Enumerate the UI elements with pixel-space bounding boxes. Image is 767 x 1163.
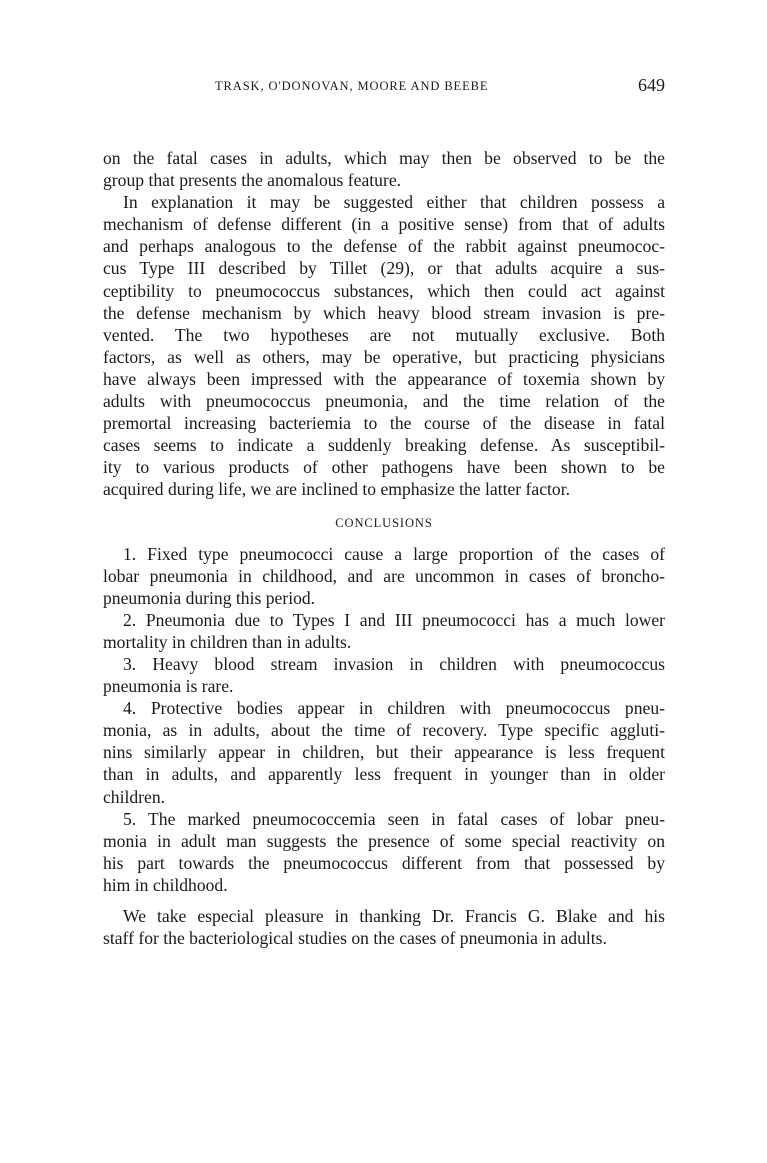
text-line: 5. The marked pneumococcemia seen in fatal cases of lobar pneu- — [123, 808, 665, 829]
text-line: the defense mechanism by which heavy blood stream invasion is pre- — [103, 302, 665, 323]
text-line: and perhaps analogous to the defense of the rabbit against pneumococ- — [103, 236, 665, 257]
text-line: acquired during life, we are inclined to emphasize the latter factor. — [103, 479, 571, 500]
text-line: on the fatal cases in adults, which may then be observed to be the — [103, 148, 665, 168]
text-line: In explanation it may be suggested either that children possess a — [123, 192, 665, 213]
conclusion-item — [103, 808, 665, 896]
text-line: group that presents the anomalous feature. — [103, 170, 402, 191]
text-line: pneumonia is rare. — [103, 676, 234, 697]
text-line: have always been impressed with the appearance of toxemia shown by — [103, 368, 665, 389]
text-line: lobar pneumonia in childhood, and are uncommon in cases of broncho- — [103, 565, 665, 586]
text-line: cus Type III described by Tillet (29), or that adults acquire a sus- — [103, 258, 665, 279]
text-line: 4. Protective bodies appear in children with pneumococcus pneu- — [123, 698, 665, 719]
section-heading: CONCLUSIONS — [335, 515, 433, 530]
text-line: staff for the bacteriological studies on the cases of pneumonia in adults. — [103, 928, 607, 949]
acknowledgement — [103, 905, 665, 949]
acknowledgement-paragraph — [103, 905, 665, 949]
discussion-section — [103, 147, 665, 501]
text-line: ceptibility to pneumococcus substances, which then could act against — [103, 280, 665, 301]
text-line: We take especial pleasure in thanking Dr. Francis G. Blake and his — [123, 906, 665, 926]
text-line: adults with pneumococcus pneumonia, and the time relation of the — [103, 391, 665, 412]
body-text — [103, 147, 665, 949]
text-line: monia, as in adults, about the time of recovery. Type specific aggluti- — [103, 720, 665, 741]
text-line: him in childhood. — [103, 874, 228, 895]
text-line: 2. Pneumonia due to Types I and III pneumococci has a much lower — [123, 609, 665, 630]
text-line: children. — [103, 786, 166, 807]
text-line: 3. Heavy blood stream invasion in children with pneumococcus — [123, 653, 665, 674]
text-line: monia in adult man suggests the presence of some special reactivity on — [103, 830, 665, 851]
text-line: mortality in children than in adults. — [103, 631, 352, 652]
text-line: premortal increasing bacteriemia to the course of the disease in fatal — [103, 413, 665, 434]
text-line: 1. Fixed type pneumococci cause a large proportion of the cases of — [123, 543, 665, 564]
text-line: than in adults, and apparently less frequent in younger than in older — [103, 764, 665, 785]
running-title: TRASK, O'DONOVAN, MOORE AND BEEBE — [215, 79, 489, 93]
text-line: pneumonia during this period. — [103, 587, 316, 608]
page-number: 649 — [638, 75, 665, 95]
conclusion-item — [103, 697, 665, 807]
conclusion-item — [103, 653, 665, 697]
text-line: cases seems to indicate a suddenly breaking defense. As susceptibil- — [103, 435, 665, 456]
paragraph — [103, 147, 665, 191]
text-line: his part towards the pneumococcus different from that possessed by — [103, 852, 665, 873]
text-line: nins similarly appear in children, but their appearance is less frequent — [103, 742, 665, 763]
text-line: mechanism of defense different (in a positive sense) from that of adults — [103, 214, 665, 235]
conclusion-item — [103, 609, 665, 653]
text-line: vented. The two hypotheses are not mutually exclusive. Both — [103, 324, 665, 345]
text-line: factors, as well as others, may be operative, but practicing physicians — [103, 346, 665, 367]
running-header — [103, 77, 665, 99]
conclusions-list — [103, 543, 665, 897]
conclusion-item — [103, 543, 665, 609]
paragraph — [103, 191, 665, 500]
text-line: ity to various products of other pathogens have been shown to be — [103, 457, 665, 478]
